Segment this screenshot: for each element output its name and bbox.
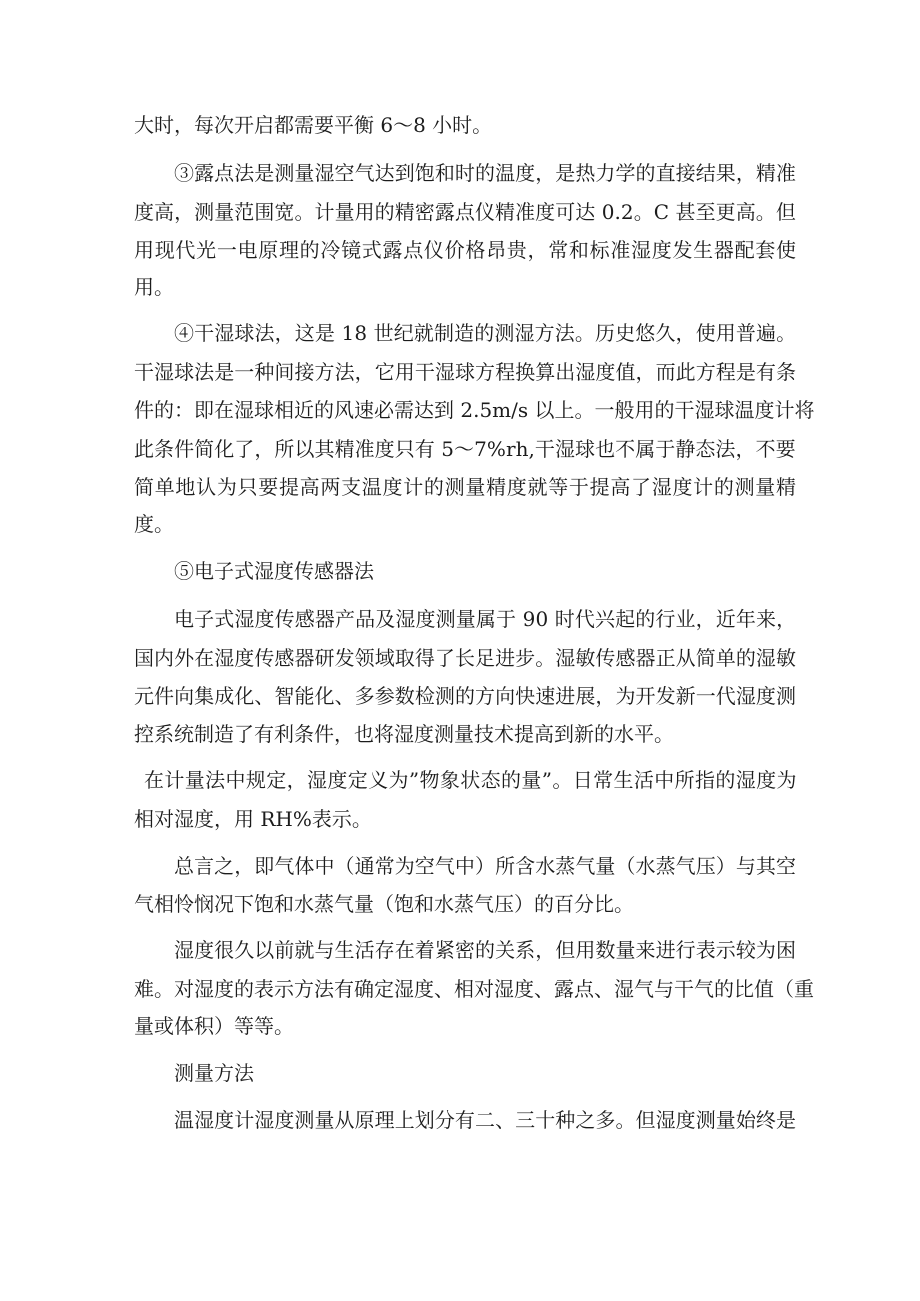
text-line: 气相怜悯况下饱和水蒸气量（饱和水蒸气压）的百分比。 [134,892,634,916]
text-line: 测量方法 [174,1061,254,1085]
text-line: 度。 [134,512,174,536]
text-line: 干湿球法是一种间接方法，它用干湿球方程换算出湿度值，而此方程是有条 [134,360,797,384]
text-line: 难。对湿度的表示方法有确定湿度、相对湿度、露点、湿气与干气的比值（重 [134,977,814,1001]
text-line: 用。 [134,275,174,299]
text-line: 简单地认为只要提高两支温度计的测量精度就等于提高了湿度计的测量精 [134,475,797,499]
text-line: 电子式湿度传感器产品及湿度测量属于 90 时代兴起的行业，近年来， [174,607,797,631]
text-line: ③露点法是测量湿空气达到饱和时的温度，是热力学的直接结果，精准 [174,161,797,185]
text-line: ④干湿球法，这是 18 世纪就制造的测湿方法。历史悠久，使用普遍。 [174,321,797,345]
text-line: 控系统制造了有利条件，也将湿度测量技术提高到新的水平。 [134,722,674,746]
text-line: 用现代光一电原理的冷镜式露点仪价格昂贵，常和标准湿度发生器配套使 [134,238,797,262]
text-line: 此条件简化了，所以其精准度只有 5～7%rh,干湿球也不属于静态法，不要 [134,437,796,461]
text-line: 在计量法中规定，湿度定义为”物象状态的量”。日常生活中所指的湿度为 [144,768,797,792]
text-line: ⑤电子式湿度传感器法 [174,559,374,583]
text-line: 元件向集成化、智能化、多参数检测的方向快速进展，为开发新一代湿度测 [134,684,797,708]
text-line: 量或体积）等等。 [134,1014,294,1038]
text-line: 总言之，即气体中（通常为空气中）所含水蒸气量（水蒸气压）与其空 [174,854,797,878]
text-line: 相对湿度，用 RH%表示。 [134,807,372,831]
text-line: 温湿度计湿度测量从原理上划分有二、三十种之多。但湿度测量始终是 [174,1108,797,1132]
text-line: 大时，每次开启都需要平衡 6～8 小时。 [134,113,493,137]
text-line: 件的：即在湿球相近的风速必需达到 2.5m/s 以上。一般用的干湿球温度计将 [134,398,815,422]
text-line: 湿度很久以前就与生活存在着紧密的关系，但用数量来进行表示较为困 [174,938,797,962]
text-line: 度高，测量范围宽。计量用的精密露点仪精准度可达 0.2。C 甚至更高。但 [134,200,796,224]
text-line: 国内外在湿度传感器研发领域取得了长足进步。湿敏传感器正从简单的湿敏 [134,646,797,670]
